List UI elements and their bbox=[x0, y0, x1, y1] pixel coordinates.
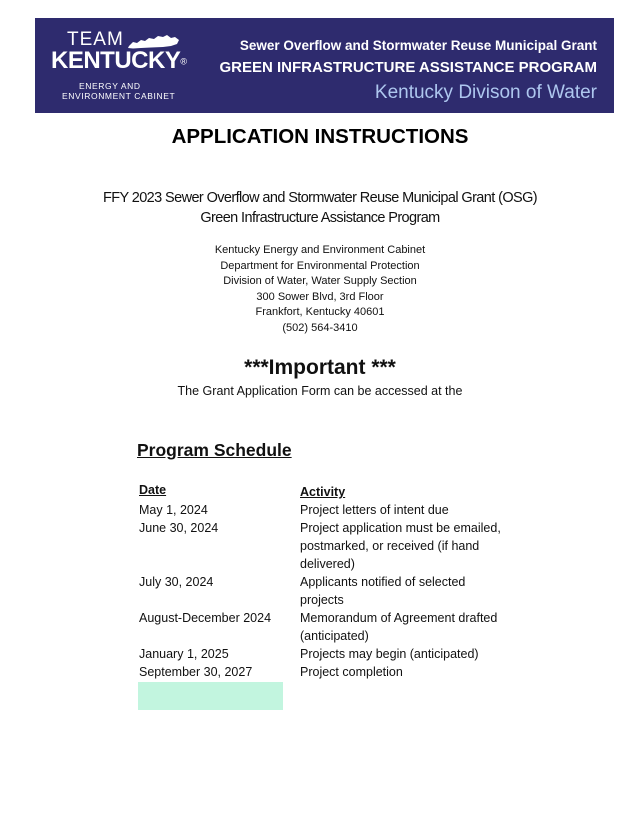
header-banner bbox=[35, 18, 614, 113]
schedule-table bbox=[139, 481, 510, 681]
banner-grant-name: Sewer Overflow and Stormwater Reuse Municipal Grant bbox=[239, 38, 597, 53]
schedule-activity: Project completion bbox=[300, 665, 403, 679]
address-line-5: Frankfort, Kentucky 40601 bbox=[255, 306, 385, 318]
logo-subtitle-2: ENVIRONMENT CABINET bbox=[62, 91, 176, 101]
address-line-4: 300 Sower Blvd, 3rd Floor bbox=[256, 290, 384, 303]
address-line-3: Division of Water, Water Supply Section bbox=[223, 275, 417, 287]
logo-kentucky-text: KENTUCKY bbox=[51, 47, 181, 74]
logo-subtitle-1: ENERGY AND bbox=[79, 81, 141, 91]
schedule-row bbox=[139, 519, 510, 573]
grant-name-line-2: Green Infrastructure Assistance Program bbox=[200, 210, 440, 226]
schedule-activity: Project application must be emailed, postmarked, or received (if hand delivered) bbox=[300, 521, 501, 571]
schedule-row bbox=[139, 663, 510, 681]
schedule-activity: Applicants notified of selected projects bbox=[300, 575, 466, 607]
schedule-date: June 30, 2024 bbox=[139, 521, 219, 535]
page-title: APPLICATION INSTRUCTIONS bbox=[171, 125, 469, 148]
grant-name-line-1: FFY 2023 Sewer Overflow and Stormwater Reuse Municipal Grant (OSG) bbox=[103, 190, 537, 206]
banner-division-name: Kentucky Divison of Water bbox=[374, 82, 597, 103]
schedule-row bbox=[139, 501, 510, 519]
schedule-row bbox=[139, 573, 510, 609]
date-column-header: Date bbox=[139, 483, 167, 497]
important-heading: ***Important *** bbox=[244, 356, 396, 379]
schedule-row bbox=[139, 609, 510, 645]
program-schedule-heading: Program Schedule bbox=[137, 440, 292, 460]
highlight-box bbox=[138, 682, 283, 710]
grant-name bbox=[0, 188, 640, 228]
schedule-row bbox=[139, 645, 510, 663]
activity-column-header: Activity bbox=[300, 485, 346, 499]
schedule-date: September 30, 2027 bbox=[139, 665, 253, 679]
address-phone: (502) 564-3410 bbox=[282, 321, 358, 334]
team-kentucky-logo bbox=[49, 28, 187, 108]
schedule-date: January 1, 2025 bbox=[139, 647, 229, 661]
schedule-date: August-December 2024 bbox=[139, 611, 272, 625]
address-line-2: Department for Environmental Protection bbox=[220, 259, 420, 272]
schedule-date: July 30, 2024 bbox=[139, 575, 214, 589]
logo-registered-mark: ® bbox=[180, 56, 187, 67]
schedule-activity: Projects may begin (anticipated) bbox=[300, 647, 479, 661]
banner-program-name: GREEN INFRASTRUCTURE ASSISTANCE PROGRAM bbox=[219, 59, 597, 76]
schedule-activity: Memorandum of Agreement drafted (anticipated) bbox=[300, 611, 498, 643]
schedule-date: May 1, 2024 bbox=[139, 503, 208, 517]
logo-team-text: TEAM bbox=[67, 29, 124, 50]
schedule-activity: Project letters of intent due bbox=[300, 503, 449, 517]
address-line-1: Kentucky Energy and Environment Cabinet bbox=[214, 244, 426, 256]
schedule-header-row bbox=[139, 481, 510, 501]
important-notice-text: The Grant Application Form can be accessed at the bbox=[177, 384, 463, 398]
address-block bbox=[0, 243, 640, 336]
